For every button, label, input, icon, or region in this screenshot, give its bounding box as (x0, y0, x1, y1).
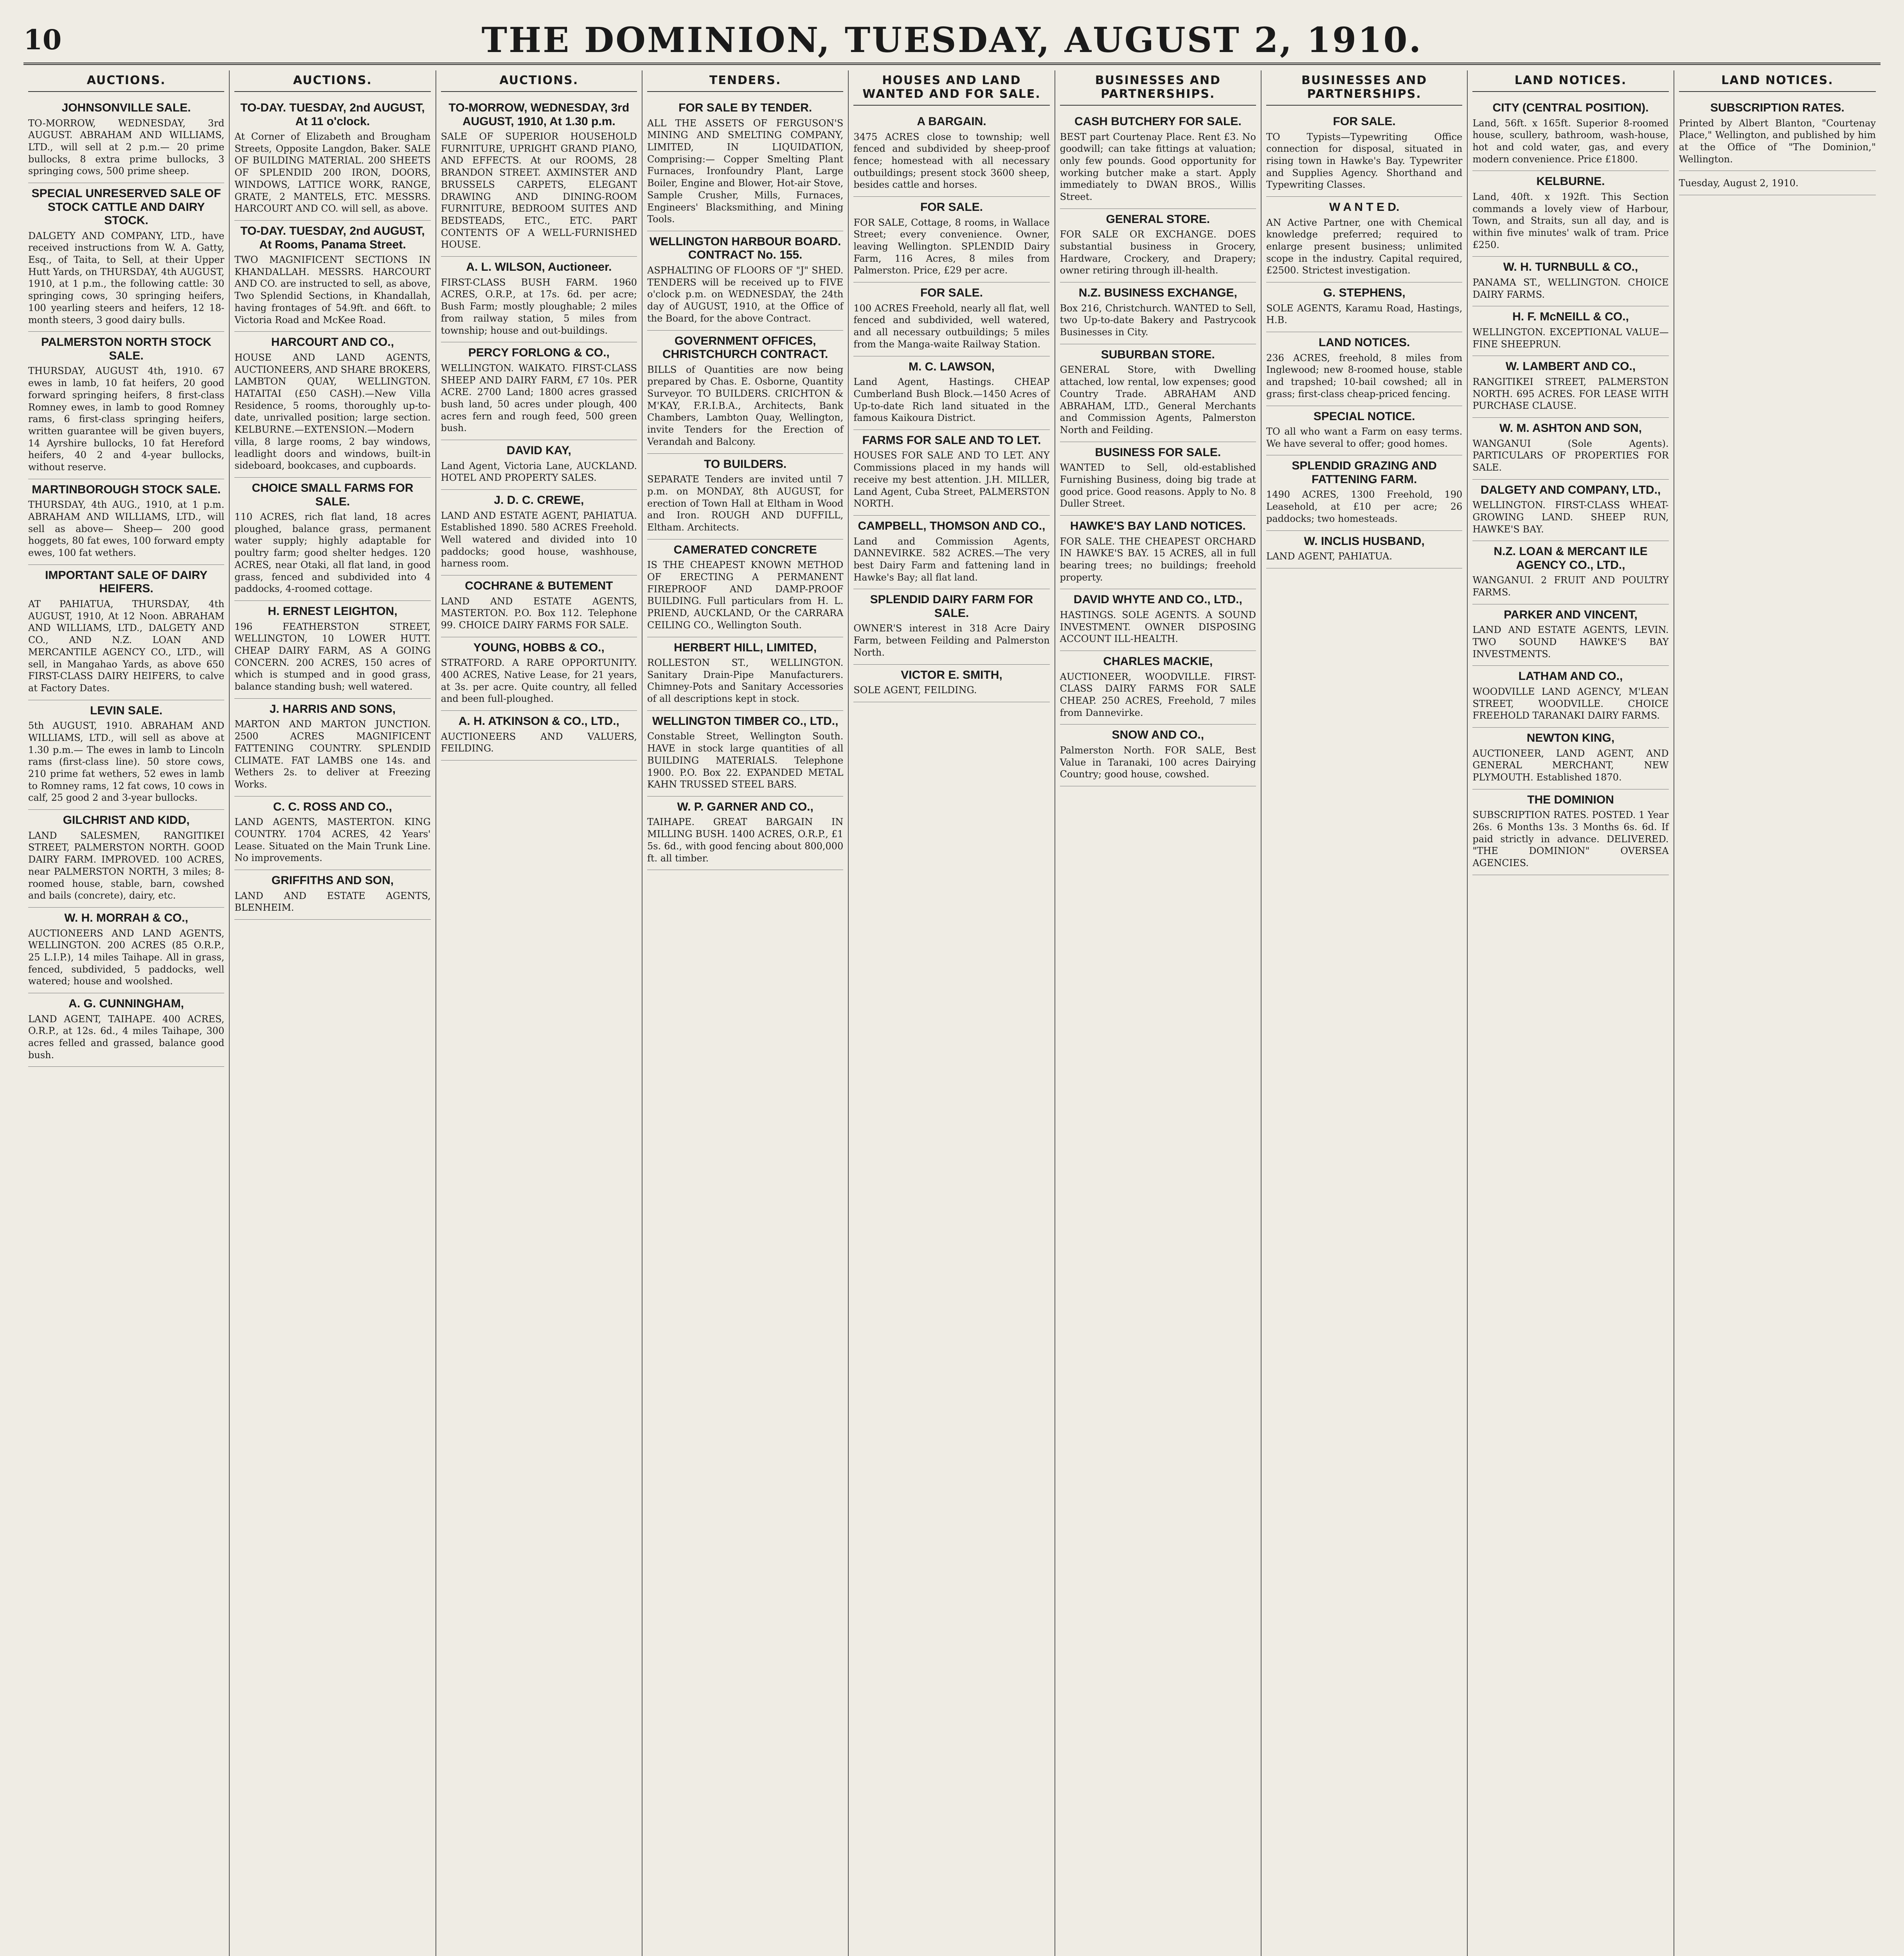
ad-title: FOR SALE. (920, 286, 983, 300)
ad-title: SUBURBAN STORE. (1101, 348, 1215, 361)
column (1262, 70, 1468, 1956)
newspaper-title: THE DOMINION, TUESDAY, AUGUST 2, 1910. (481, 20, 1423, 60)
column (436, 70, 642, 1956)
ad-title: TO-MORROW, WEDNESDAY, 3rd AUGUST, 1910, At 1.30 p.m. (448, 101, 630, 128)
ad-body: Land Agent, Victoria Lane, AUCKLAND. HOTEL AND PROPERTY SALES. (441, 460, 637, 484)
advertisement (28, 810, 224, 908)
advertisement (1060, 725, 1256, 786)
ad-title: N.Z. BUSINESS EXCHANGE, (1078, 286, 1237, 300)
ad-title: MARTINBOROUGH STOCK SALE. (32, 483, 221, 496)
ad-title: DAVID KAY, (506, 444, 571, 457)
advertisement (28, 97, 224, 183)
ad-body: AUCTIONEER, WOODVILLE. FIRST-CLASS DAIRY FARMS FOR SALE CHEAP. 250 ACRES, Freehold, 7 miles from Dannevirke. (1060, 671, 1256, 718)
ad-body: Land Agent, Hastings. CHEAP Cumberland Bush Block.—1450 Acres of Up-to-date Rich land situated in the famous Kaikoura District. (853, 376, 1050, 424)
advertisement (647, 539, 843, 637)
columns (23, 70, 1881, 1956)
ad-title: W. H. MORRAH & CO., (64, 911, 188, 924)
ad-title: TO BUILDERS. (704, 457, 787, 471)
ad-body: LAND AGENTS, MASTERTON. KING COUNTRY. 1704 ACRES, 42 Years' Lease. Situated on the Main Trunk Line. No improvements. (234, 816, 431, 864)
ad-title: CITY (CENTRAL POSITION). (1492, 101, 1649, 114)
ad-body: AUCTIONEERS AND LAND AGENTS, WELLINGTON. 200 ACRES (85 O.R.P., 25 L.I.P.), 14 miles Taihape. All in grass, fenced, subdivided, 5 paddocks, well watered; house and woolshed. (28, 928, 225, 987)
advertisement (28, 332, 224, 479)
ad-title: VICTOR E. SMITH, (901, 668, 1002, 681)
advertisement (1679, 97, 1876, 171)
ad-body: WOODVILLE LAND AGENCY, M'LEAN STREET, WOODVILLE. CHOICE FREEHOLD TARANAKI DAIRY FARMS. (1472, 686, 1669, 721)
advertisement (234, 97, 430, 221)
ad-title: SPLENDID GRAZING AND FATTENING FARM. (1292, 459, 1437, 486)
advertisement (441, 257, 637, 342)
ad-title: SPECIAL NOTICE. (1313, 410, 1415, 423)
ad-title: FARMS FOR SALE AND TO LET. (862, 433, 1041, 447)
advertisement (853, 430, 1049, 516)
ad-title: H. F. McNEILL & CO., (1512, 310, 1629, 324)
ad-title: A. L. WILSON, Auctioneer. (466, 261, 612, 274)
ad-body: Land, 56ft. x 165ft. Superior 8-roomed house, scullery, bathroom, wash-house, hot and cold water, gas, and every modern convenience. Price £1800. (1472, 117, 1669, 165)
advertisement (647, 454, 843, 539)
advertisement (1266, 531, 1462, 568)
ad-title: HERBERT HILL, LIMITED, (674, 641, 817, 654)
ad-title: CAMERATED CONCRETE (673, 543, 817, 556)
column-header: LAND NOTICES. (1472, 70, 1668, 92)
advertisement (1472, 480, 1668, 541)
advertisement (647, 97, 843, 231)
column (642, 70, 849, 1956)
ad-title: JOHNSONVILLE SALE. (61, 101, 191, 114)
ad-body: BEST part Courtenay Place. Rent £3. No goodwill; can take fittings at valuation; only few pounds. Good opportunity for working butcher make a start. Apply immediately to DWAN BROS., Willis Street. (1060, 131, 1256, 203)
ad-body: FOR SALE, Cottage, 8 rooms, in Wallace Street; every convenience. Owner, leaving Wellington. SPLENDID Dairy Farm, 116 Acres, 8 miles from Palmerston. Price, £29 per acre. (853, 217, 1050, 276)
ad-body: HASTINGS. SOLE AGENTS. A SOUND INVESTMENT. OWNER DISPOSING ACCOUNT ILL-HEALTH. (1060, 609, 1256, 645)
ad-title: FOR SALE BY TENDER. (678, 101, 812, 114)
column-header: AUCTIONS. (234, 70, 430, 92)
advertisement (1472, 356, 1668, 418)
ad-body: AN Active Partner, one with Chemical knowledge preferred; required to enlarge present business; unlimited scope in the industry. Capital required, £2500. Strictest investigation. (1266, 217, 1463, 276)
column-header: TENDERS. (647, 70, 843, 92)
ad-body: TO all who want a Farm on easy terms. We have several to offer; good homes. (1266, 426, 1463, 449)
ad-body: Land and Commission Agents, DANNEVIRKE. 582 ACRES.—The very best Dairy Farm and fattening land in Hawke's Bay; all flat land. (853, 536, 1050, 583)
ad-title: SPECIAL UNRESERVED SALE OF STOCK CATTLE AND DAIRY STOCK. (31, 187, 221, 227)
advertisement (1266, 332, 1462, 406)
ad-body: WANGANUI (Sole Agents). PARTICULARS OF PROPERTIES FOR SALE. (1472, 438, 1669, 473)
ad-body: Constable Street, Wellington South. HAVE in stock large quantities of all BUILDING MATERIALS. Telephone 1900. P.O. Box 22. EXPANDED METAL KAHN TRUSSED STEEL BARS. (647, 731, 844, 790)
ad-title: NEWTON KING, (1526, 732, 1615, 745)
ad-title: W. M. ASHTON AND SON, (1499, 422, 1642, 435)
ad-body: LAND AND ESTATE AGENTS, BLENHEIM. (234, 890, 431, 913)
ad-title: SUBSCRIPTION RATES. (1710, 101, 1845, 114)
ad-body: LAND AGENT, PAHIATUA. (1266, 551, 1393, 562)
ad-body: SOLE AGENT, FEILDING. (853, 685, 977, 696)
advertisement (1472, 789, 1668, 875)
advertisement (1472, 306, 1668, 356)
ad-title: W. H. TURNBULL & CO., (1503, 261, 1638, 274)
ad-body: 3475 ACRES close to township; well fenced and subdivided by sheep-proof fence; homestead with all necessary outbuildings; present stock 3600 sheep, besides cattle and horses. (853, 131, 1050, 191)
ad-title: M. C. LAWSON, (908, 360, 995, 373)
ad-body: LAND AND ESTATE AGENT, PAHIATUA. Established 1890. 580 ACRES Freehold. Well watered and divided into 10 paddocks; good house, washhouse, harness room. (441, 510, 637, 569)
advertisement (441, 575, 637, 637)
ad-body: ROLLESTON ST., WELLINGTON. Sanitary Drain-Pipe Manufacturers. Chimney-Pots and Sanitary Accessories of all descriptions kept in stock. (647, 657, 844, 705)
ad-body: GENERAL Store, with Dwelling attached, low rental, low expenses; good Country Trade. ABRAHAM AND ABRAHAM, LTD., General Merchants and Commission Agents, Palmerston North and Feilding. (1060, 364, 1256, 435)
column-header: BUSINESSES AND PARTNERSHIPS. (1266, 70, 1462, 106)
ad-title: PALMERSTON NORTH STOCK SALE. (41, 336, 212, 362)
ad-title: THE DOMINION (1527, 793, 1614, 806)
ad-body: Box 216, Christchurch. WANTED to Sell, two Up-to-date Bakery and Pastrycook Businesses in City. (1060, 302, 1256, 338)
advertisement (1679, 171, 1876, 195)
ad-title: PERCY FORLONG & CO., (468, 346, 610, 360)
ad-title: PARKER AND VINCENT, (1504, 608, 1638, 621)
ad-body: Printed by Albert Blanton, "Courtenay Place," Wellington, and published by him at the Office of "The Dominion," Wellington. (1679, 117, 1876, 165)
advertisement (1472, 728, 1668, 789)
ad-body: OWNER'S interest in 318 Acre Dairy Farm, between Feilding and Palmerston North. (853, 623, 1050, 658)
ad-title: HARCOURT AND CO., (271, 336, 394, 349)
advertisement (1060, 282, 1256, 344)
advertisement (1060, 651, 1256, 725)
advertisement (1266, 455, 1462, 530)
ad-body: IS THE CHEAPEST KNOWN METHOD OF ERECTING A PERMANENT FIREPROOF AND DAMP-PROOF BUILDING. Full particulars from H. L. PRIEND, AUCKLAND, Or the CARRARA CEILING CO., Wellington South. (647, 559, 844, 631)
ad-title: A. H. ATKINSON & CO., LTD., (458, 715, 619, 728)
ad-title: SPLENDID DAIRY FARM FOR SALE. (870, 593, 1033, 620)
ad-title: W. LAMBERT AND CO., (1505, 360, 1636, 373)
advertisement (853, 111, 1049, 197)
ad-title: WELLINGTON TIMBER CO., LTD., (652, 714, 839, 728)
advertisement (234, 870, 430, 920)
advertisement (1266, 282, 1462, 332)
advertisement (441, 711, 637, 760)
ad-body: LAND AND ESTATE AGENTS, MASTERTON. P.O. Box 112. Telephone 99. CHOICE DAIRY FARMS FOR SALE. (441, 595, 637, 631)
ad-title: FOR SALE. (920, 201, 983, 214)
column (1468, 70, 1674, 1956)
advertisement (1060, 516, 1256, 589)
advertisement (853, 356, 1049, 430)
ad-title: BUSINESS FOR SALE. (1095, 446, 1221, 459)
ad-body: SALE OF SUPERIOR HOUSEHOLD FURNITURE, UPRIGHT GRAND PIANO, AND EFFECTS. At our ROOMS, 28 BRANDON STREET. AXMINSTER AND BRUSSELS CARPETS, ELEGANT DRAWING AND DINING-ROOM FURNITURE, BEDROOM SUITES AND BEDSTEADS, ETC., ETC. PART CONTENTS OF A WELL-FURNISHED HOUSE. (441, 131, 637, 250)
advertisement (1472, 541, 1668, 604)
ad-body: AUCTIONEERS AND VALUERS, FEILDING. (441, 731, 637, 754)
ad-body: RANGITIKEI STREET, PALMERSTON NORTH. 695 ACRES. FOR LEASE WITH PURCHASE CLAUSE. (1472, 376, 1669, 412)
ad-body: 5th AUGUST, 1910. ABRAHAM AND WILLIAMS, LTD., will sell as above at 1.30 p.m.— The ewes in lamb to Lincoln rams (first-class line). 50 store cows, 210 prime fat wethers, 52 ewes in lamb to Romney rams, 12 fat cows, 10 cows in calf, 25 good 2 and 3-year bullocks. (28, 720, 225, 804)
advertisement (1472, 604, 1668, 666)
advertisement (1060, 209, 1256, 282)
column (230, 70, 436, 1956)
ad-body: FIRST-CLASS BUSH FARM. 1960 ACRES, O.R.P., at 17s. 6d. per acre; Bush Farm; mostly ploughable; 2 miles from railway station, 5 miles from township; house and out-buildings. (441, 277, 637, 336)
advertisement (441, 97, 637, 257)
ad-body: THURSDAY, 4th AUG., 1910, at 1 p.m. ABRAHAM AND WILLIAMS, LTD., will sell as above— Sheep— 200 good hoggets, 80 fat ewes, 100 forward empty ewes, 100 fat wethers. (28, 499, 225, 559)
ad-title: DALGETY AND COMPANY, LTD., (1480, 483, 1661, 496)
advertisement (441, 637, 637, 711)
ad-title: TO-DAY. TUESDAY, 2nd AUGUST, At 11 o'clock. (240, 101, 425, 128)
advertisement (28, 183, 224, 332)
advertisement (28, 700, 224, 810)
ad-body: 236 ACRES, freehold, 8 miles from Inglewood; new 8-roomed house, stable and trapshed; 10-bail cowshed; all in grass; first-class cheap-priced fencing. (1266, 352, 1463, 399)
ad-body: THURSDAY, AUGUST 4th, 1910. 67 ewes in lamb, 10 fat heifers, 20 good forward springing heifers, 8 first-class Romney ewes, in lamb to good Romney rams, 6 first-class springing heifers, written guarantee will be given buyers, 14 Ayrshire bullocks, 10 fat Hereford heifers, 40 2 and 4-year bullocks, without reserve. (28, 365, 225, 473)
column-header: HOUSES AND LAND WANTED AND FOR SALE. (853, 70, 1049, 106)
advertisement (1472, 666, 1668, 728)
ad-title: G. STEPHENS, (1323, 286, 1406, 300)
column-header: LAND NOTICES. (1679, 70, 1876, 92)
ad-body: SEPARATE Tenders are invited until 7 p.m. on MONDAY, 8th AUGUST, for erection of Town Hall at Eltham in Wood and Iron. ROUGH AND DUFFILL, Eltham. Architects. (647, 474, 844, 533)
ad-body: AT PAHIATUA, THURSDAY, 4th AUGUST, 1910, At 12 Noon. ABRAHAM AND WILLIAMS, LTD., DALGETY AND CO., AND N.Z. LOAN AND MERCANTILE AGENCY CO., LTD., will sell, in Mangahao Yards, as above 650 FIRST-CLASS DAIRY HEIFERS, to calve at Factory Dates. (28, 598, 225, 694)
advertisement (647, 231, 843, 331)
ad-title: LATHAM AND CO., (1518, 670, 1623, 683)
ad-body: 110 ACRES, rich flat land, 18 acres ploughed, balance grass, permanent water supply; highly adaptable for poultry farm; good shelter hedges. 120 ACRES, near Otaki, all flat land, in good grass, fenced and subdivided into 4 paddocks, 4-roomed cottage. (234, 511, 431, 595)
advertisement (234, 796, 430, 870)
advertisement (647, 637, 843, 711)
ad-title: GILCHRIST AND KIDD, (63, 814, 190, 827)
advertisement (1060, 589, 1256, 651)
ad-body: Tuesday, August 2, 1910. (1679, 178, 1799, 189)
ad-body: WELLINGTON. EXCEPTIONAL VALUE—FINE SHEEPRUN. (1472, 326, 1669, 350)
ad-title: CAMPBELL, THOMSON AND CO., (858, 520, 1046, 533)
ad-title: A. G. CUNNINGHAM, (68, 997, 184, 1010)
ad-title: GRIFFITHS AND SON, (271, 874, 394, 887)
ad-body: 196 FEATHERSTON STREET, WELLINGTON, 10 LOWER HUTT. CHEAP DAIRY FARM, AS A GOING CONCERN. 200 ACRES, 150 acres of which is stumped and in good grass, balance standing bush; well watered. (234, 621, 431, 692)
ad-title: COCHRANE & BUTEMENT (465, 579, 613, 593)
advertisement (647, 331, 843, 454)
masthead (23, 16, 1881, 65)
ad-body: At Corner of Elizabeth and Brougham Streets, Opposite Langdon, Baker. SALE OF BUILDING MATERIAL. 200 SHEETS OF SPLENDID 200 IRON, DOORS, WINDOWS, LATTICE WORK, RANGE, GRATE, 2 MANTELS, ETC. MESSRS. HARCOURT AND CO. will sell, as above. (234, 131, 431, 214)
ad-body: ASPHALTING OF FLOORS OF "J" SHED. TENDERS will be received up to FIVE o'clock p.m. on WEDNESDAY, the 24th day of AUGUST, 1910, at the Office of the Board, for the above Contract. (647, 264, 844, 324)
page-number: 10 (23, 23, 62, 56)
ad-title: CASH BUTCHERY FOR SALE. (1074, 115, 1242, 128)
ad-body: MARTON AND MARTON JUNCTION. 2500 ACRES MAGNIFICENT FATTENING COUNTRY. SPLENDID CLIMATE. FAT LAMBS one 14s. and Wethers 2s. to deliver at Freezing Works. (234, 719, 431, 790)
ad-title: J. HARRIS AND SONS, (269, 702, 396, 716)
advertisement (1472, 418, 1668, 480)
ad-body: Land, 40ft. x 192ft. This Section commands a lovely view of Harbour, Town, and Straits, sun all day, and is within five minutes' walk of tram. Price £250. (1472, 191, 1669, 250)
advertisement (28, 565, 224, 700)
ad-title: HAWKE'S BAY LAND NOTICES. (1070, 520, 1246, 533)
advertisement (853, 282, 1049, 356)
advertisement (234, 699, 430, 796)
ad-title: CHARLES MACKIE, (1103, 655, 1213, 668)
ad-body: TAIHAPE. GREAT BARGAIN IN MILLING BUSH. 1400 ACRES, O.R.P., £1 5s. 6d., with good fencing about 800,000 ft. all timber. (647, 816, 844, 864)
advertisement (1060, 111, 1256, 209)
ad-body: WANTED to Sell, old-established Furnishing Business, doing big trade at good price. Good reasons. Apply to No. 8 Duller Street. (1060, 462, 1256, 509)
ad-title: SNOW AND CO., (1112, 728, 1204, 742)
advertisement (1266, 197, 1462, 282)
advertisement (28, 993, 224, 1067)
column-header: AUCTIONS. (28, 70, 224, 92)
advertisement (1472, 171, 1668, 257)
advertisement (853, 516, 1049, 589)
ad-body: FOR SALE OR EXCHANGE. DOES substantial business in Grocery, Hardware, Crockery, and Drapery; owner retiring through ill-health. (1060, 229, 1256, 276)
advertisement (853, 665, 1049, 702)
advertisement (234, 478, 430, 601)
ad-body: WELLINGTON. WAIKATO. FIRST-CLASS SHEEP AND DAIRY FARM, £7 10s. PER ACRE. 2700 Land; 1800 acres grassed bush land, 50 acres under plough, 400 acres fern and rough feed, 500 green bush. (441, 362, 637, 434)
ad-title: CHOICE SMALL FARMS FOR SALE. (252, 482, 414, 508)
ad-body: STRATFORD. A RARE OPPORTUNITY. 400 ACRES, Native Lease, for 21 years, at 3s. per acre. Quite country, all felled and been full-ploughed. (441, 657, 637, 705)
ad-body: HOUSES FOR SALE AND TO LET. ANY Commissions placed in my hands will receive my best attention. J.H. MILLER, Land Agent, Cuba Street, PALMERSTON NORTH. (853, 450, 1050, 509)
advertisement (28, 908, 224, 993)
ad-title: W. P. GARNER AND CO., (677, 800, 813, 813)
ad-body: LAND AND ESTATE AGENTS, LEVIN. TWO SOUND HAWKE'S BAY INVESTMENTS. (1472, 624, 1669, 660)
ad-body: HOUSE AND LAND AGENTS, AUCTIONEERS, AND SHARE BROKERS, LAMBTON QUAY, WELLINGTON. HATAITAI (£50 CASH).—New Villa Residence, 5 rooms, thoroughly up-to-date, unrivalled position; large section. KELBURNE.—EXTENSION.—Modern villa, 8 large rooms, 2 bay windows, leadlight doors and windows, built-in sideboard, bookcases, and cupboards. (234, 352, 431, 471)
advertisement (1472, 97, 1668, 171)
ad-title: LEVIN SALE. (90, 704, 163, 717)
ad-body: WANGANUI. 2 FRUIT AND POULTRY FARMS. (1472, 575, 1669, 598)
ad-body: LAND AGENT, TAIHAPE. 400 ACRES, O.R.P., at 12s. 6d., 4 miles Taihape, 300 acres felled and grassed, balance good bush. (28, 1013, 225, 1061)
ad-body: FOR SALE. THE CHEAPEST ORCHARD IN HAWKE'S BAY. 15 ACRES, all in full bearing trees; no buildings; freehold property. (1060, 536, 1256, 583)
ad-body: Palmerston North. FOR SALE, Best Value in Taranaki, 100 acres Dairying Country; good house, cowshed. (1060, 744, 1256, 780)
advertisement (1266, 406, 1462, 456)
ad-title: C. C. ROSS AND CO., (273, 800, 392, 813)
ad-title: GENERAL STORE. (1106, 212, 1210, 226)
advertisement (441, 342, 637, 440)
ad-title: FOR SALE. (1333, 115, 1396, 128)
ad-body: SUBSCRIPTION RATES. POSTED. 1 Year 26s. 6 Months 13s. 3 Months 6s. 6d. If paid strictly in advance. DELIVERED. "THE DOMINION" OVERSEA AGENCIES. (1472, 809, 1669, 869)
advertisement (1472, 257, 1668, 306)
ad-body: BILLS of Quantities are now being prepared by Chas. E. Osborne, Quantity Surveyor. TO BUILDERS. CRICHTON & M'KAY, F.R.I.B.A., Architects, Bank Chambers, Lambton Quay, Wellington, invite Tenders for the Erection of Verandah and Balcony. (647, 364, 844, 447)
ad-title: W A N T E D. (1329, 201, 1400, 214)
advertisement (853, 589, 1049, 664)
advertisement (234, 221, 430, 332)
ad-body: DALGETY AND COMPANY, LTD., have received instructions from W. A. Gatty, Esq., of Taita, to Sell, at their Upper Hutt Yards, on THURSDAY, 4th AUGUST, 1910, at 1 p.m., the following cattle: 30 springing cows, 30 springing heifers, 100 yearling steers and heifers, 12 18-month steers, 3 good dairy bulls. (28, 230, 225, 325)
ad-title: TO-DAY. TUESDAY, 2nd AUGUST, At Rooms, Panama Street. (240, 225, 425, 251)
advertisement (1060, 442, 1256, 516)
ad-title: LAND NOTICES. (1318, 336, 1410, 349)
ad-title: J. D. C. CREWE, (494, 494, 584, 507)
advertisement (647, 711, 843, 796)
ad-body: SOLE AGENTS, Karamu Road, Hastings, H.B. (1266, 302, 1463, 326)
ad-body: AUCTIONEER, LAND AGENT, AND GENERAL MERCHANT, NEW PLYMOUTH. Established 1870. (1472, 748, 1669, 783)
ad-body: ALL THE ASSETS OF FERGUSON'S MINING AND SMELTING COMPANY, LIMITED, IN LIQUIDATION, Comprising:— Copper Smelting Plant Furnaces, Ironfoundry Plant, Large Boiler, Engine and Blower, Hot-air Stove, Sample Crusher, Mills, Furnaces, Engineers' Blacksmithing, and Mining Tools. (647, 117, 844, 225)
advertisement (1060, 344, 1256, 442)
ad-body: TO-MORROW, WEDNESDAY, 3rd AUGUST. ABRAHAM AND WILLIAMS, LTD., will sell at 2 p.m.— 20 prime bullocks, 8 extra prime bullocks, 3 springing cows, 500 prime sheep. (28, 117, 225, 177)
advertisement (647, 796, 843, 870)
advertisement (234, 332, 430, 478)
ad-body: 1490 ACRES, 1300 Freehold, 190 Leasehold, at £10 per acre; 26 paddocks; two homesteads. (1266, 489, 1463, 524)
advertisement (1266, 111, 1462, 197)
ad-body: 100 ACRES Freehold, nearly all flat, well fenced and subdivided, well watered, and all necessary outbuildings; 5 miles from the Manga-waite Railway Station. (853, 302, 1050, 350)
ad-title: WELLINGTON HARBOUR BOARD. CONTRACT No. 155. (649, 235, 841, 262)
ad-title: IMPORTANT SALE OF DAIRY HEIFERS. (45, 568, 208, 595)
column (849, 70, 1055, 1956)
ad-title: KELBURNE. (1536, 175, 1605, 188)
ad-body: TWO MAGNIFICENT SECTIONS IN KHANDALLAH. MESSRS. HARCOURT AND CO. are instructed to sell, as above, Two Splendid Sections, in Khandallah, having frontages of 54.9ft. and 66ft. to Victoria Road and McKee Road. (234, 254, 431, 325)
ad-body: PANAMA ST., WELLINGTON. CHOICE DAIRY FARMS. (1472, 277, 1669, 300)
ad-title: YOUNG, HOBBS & CO., (473, 641, 605, 654)
ad-body: WELLINGTON. FIRST-CLASS WHEAT-GROWING LAND. SHEEP RUN, HAWKE'S BAY. (1472, 500, 1669, 535)
ad-body: LAND SALESMEN, RANGITIKEI STREET, PALMERSTON NORTH. GOOD DAIRY FARM. IMPROVED. 100 ACRES, near PALMERSTON NORTH, 3 miles; 8-roomed house, stable, barn, cowshed and bails (concrete), dairy, etc. (28, 830, 225, 901)
ad-title: N.Z. LOAN & MERCANT ILE AGENCY CO., LTD., (1494, 545, 1648, 572)
advertisement (441, 440, 637, 490)
column (1674, 70, 1881, 1956)
column (1055, 70, 1262, 1956)
advertisement (853, 197, 1049, 282)
column-header: AUCTIONS. (441, 70, 637, 92)
ad-title: H. ERNEST LEIGHTON, (268, 605, 398, 618)
column (23, 70, 230, 1956)
column-header: BUSINESSES AND PARTNERSHIPS. (1060, 70, 1256, 106)
ad-title: A BARGAIN. (917, 115, 986, 128)
advertisement (441, 490, 637, 575)
ad-title: GOVERNMENT OFFICES, CHRISTCHURCH CONTRACT. (662, 334, 828, 361)
ad-title: DAVID WHYTE AND CO., LTD., (1073, 593, 1242, 606)
ad-title: W. INCLIS HUSBAND, (1304, 534, 1425, 548)
advertisement (28, 479, 224, 565)
advertisement (234, 601, 430, 699)
ad-body: TO Typists—Typewriting Office connection for disposal, situated in rising town in Hawke's Bay. Typewriter and Supplies Agency. Shorthand and Typewriting Classes. (1266, 131, 1463, 191)
